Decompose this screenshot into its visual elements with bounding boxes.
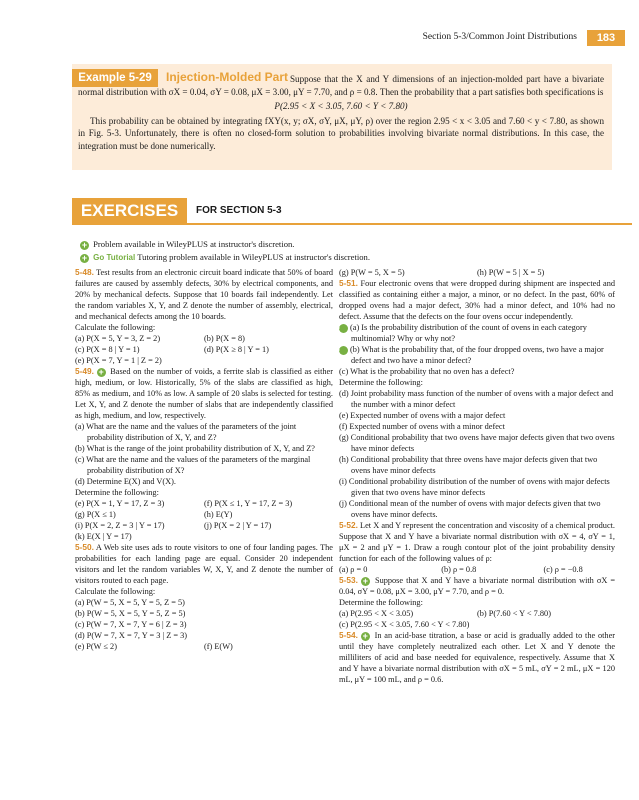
- plus-icon: +: [98, 367, 104, 377]
- exercise-number: 5-54.: [339, 630, 358, 640]
- exercise-number: 5-50.: [75, 542, 94, 552]
- part: (b) P(7.60 < Y < 7.80): [477, 609, 551, 618]
- page-number: 183: [587, 30, 625, 46]
- part: (b) ρ = 0.8: [441, 565, 477, 574]
- exercise-text: Let X and Y represent the concentration and viscosity of a chemical product. Suppose that X and Y have a bivariate normal distribution with σX = 4, σY = 1, μX = 2 and μY = 1. Draw a rough contour plot of the joint probability density function for each of the following values of ρ:: [339, 521, 616, 563]
- exercise-number: 5-52.: [339, 520, 358, 530]
- part: (h) E(Y): [204, 510, 233, 519]
- part: (c) ρ = −0.8: [543, 565, 583, 574]
- part: [334, 322, 615, 344]
- left-column: [75, 267, 333, 652]
- exercises-rule: [72, 223, 632, 225]
- exercise-text: In an acid-base titration, a base or acid is gradually added to the other until they have completely neutralized each other. Let X and Y denote the milliliters of acid and base needed for equivalence, respectively. Assume that X and Y have a bivariate normal distribution with σX = 5 mL, σY = 2 mL, μX = 120 mL, μY = 100 mL, and ρ = 0.6.: [339, 631, 616, 684]
- plus-icon: +: [81, 240, 88, 250]
- part-text: (a) Is the probability distribution of the count of ovens in each category multinomial? Why or why not?: [350, 323, 587, 343]
- part: (a) P(2.95 < X < 3.05): [339, 609, 414, 618]
- right-column: [334, 267, 616, 685]
- instruction: Calculate the following:: [75, 323, 156, 332]
- legend-plus-text: Problem available in WileyPLUS at instructor's discretion.: [93, 239, 295, 249]
- part: [334, 344, 615, 366]
- instruction: Determine the following:: [339, 598, 423, 607]
- parts-row: [339, 608, 615, 619]
- part: (e) P(X = 7, Y = 1 | Z = 2): [75, 356, 162, 365]
- part: (e) Expected number of ovens with a major defect: [339, 411, 506, 420]
- exercise-text: Four electronic ovens that were dropped during shipment are inspected and classified as containing either a major, a minor, or no defect. In the past, 60% of dropped ovens had a major defect, 30% had a minor defect, and 10% had no defect. Assume that the defects on the four ovens occur independently.: [339, 279, 616, 321]
- parts-row: [339, 267, 615, 278]
- part: (c) What is the probability that no oven has a defect?: [339, 367, 515, 376]
- exercise-number: 5-53.: [339, 575, 358, 585]
- exercise-number: 5-48.: [75, 267, 94, 277]
- exercise-text: Test results from an electronic circuit board indicate that 50% of board failures are caused by assembly defects, 30% by electrical components, and 20% by mechanical defects. Suppose that 10 boards fail independently. Let the random variables X, Y, and Z denote the number of assembly, electrical, and mechanical defects among the 10 boards.: [75, 268, 333, 321]
- part: (c) P(W = 7, X = 7, Y = 6 | Z = 3): [75, 620, 187, 629]
- exercise-5-48: [75, 267, 333, 322]
- example-box: [72, 64, 612, 170]
- instruction: Determine the following:: [339, 378, 423, 387]
- legend-goto-text: Tutoring problem available in WileyPLUS at instructor's discretion.: [137, 252, 370, 262]
- part: (a) ρ = 0: [339, 565, 368, 574]
- exercise-5-50: [75, 542, 333, 586]
- parts-row: [75, 520, 333, 531]
- part: (i) P(X = 2, Z = 3 | Y = 17): [75, 521, 165, 530]
- plus-icon: +: [362, 631, 368, 641]
- legend-plus-line: [80, 238, 370, 251]
- part: (c) P(2.95 < X < 3.05, 7.60 < Y < 7.80): [339, 620, 470, 629]
- example-label: Example 5-29: [72, 69, 158, 87]
- running-head: Section 5-3/Common Joint Distributions: [422, 32, 577, 42]
- parts-row: [75, 344, 333, 355]
- exercise-number: 5-49.: [75, 366, 94, 376]
- exercise-text: Suppose that X and Y have a bivariate normal distribution with σX = 0.04, σY = 0.08, μX = 3.00, μY = 7.70, and ρ = 0.: [339, 576, 615, 596]
- exercises-subheading: FOR SECTION 5-3: [196, 205, 282, 216]
- part: (f) P(X ≤ 1, Y = 17, Z = 3): [204, 499, 293, 508]
- part: (b) P(X = 8): [204, 334, 245, 343]
- part: (e) P(X = 1, Y = 17, Z = 3): [75, 499, 165, 508]
- part: (j) Conditional mean of the number of ovens with major defects given that two ovens have minor defects.: [339, 499, 601, 519]
- part: (h) P(W = 5 | X = 5): [477, 268, 545, 277]
- plus-icon: +: [339, 346, 348, 355]
- plus-icon: +: [362, 576, 369, 586]
- part-text: (b) What is the probability that, of the four dropped ovens, two have a major defect and two have a minor defect?: [350, 345, 604, 365]
- part: (c) P(X = 8 | Y = 1): [75, 345, 140, 354]
- example-title: Injection-Molded Part: [166, 70, 289, 84]
- part: (g) P(X ≤ 1): [75, 510, 116, 519]
- part: (e) P(W ≤ 2): [75, 642, 117, 651]
- exercise-text: A Web site uses ads to route visitors to one of four landing pages. The probabilities for each landing page are equal. Consider 20 independent visitors and let the random variables W, X, Y, and Z denote the number of visitors routed to each page.: [75, 543, 333, 585]
- parts-row: [75, 641, 333, 652]
- example-intro: Suppose that the X and Y dimensions of an injection-molded part have a bivariate normal distribution with σX = 0.04, σY = 0.08, μX = 3.00, μY = 7.70, and ρ = 0.8. Then the probability that a part satisfies both specifications is: [78, 74, 604, 97]
- part: (g) P(W = 5, X = 5): [339, 268, 405, 277]
- exercises-heading: EXERCISES: [72, 198, 187, 224]
- page-header: [0, 30, 639, 48]
- exercise-5-54: [339, 630, 615, 685]
- exercise-text: Based on the number of voids, a ferrite slab is classified as either high, medium, or low. Historically, 5% of the slabs are classified as high, 85% as medium, and 10% as low. A sample of 20 slabs is selected for testing. Let X, Y, and Z denote the number of slabs that are independently classified as high, medium, and low, respectively.: [75, 367, 334, 420]
- parts-row: [75, 333, 333, 344]
- part: (c) What are the name and the values of the parameters of the marginal probability distribution of X?: [75, 455, 311, 475]
- exercise-5-53: [339, 575, 615, 597]
- part: (k) E(X | Y = 17): [75, 532, 132, 541]
- exercise-5-49: [75, 366, 333, 421]
- legend-goto-line: [80, 251, 370, 264]
- part: (b) What is the range of the joint probability distribution of X, Y, and Z?: [75, 444, 315, 453]
- instruction: Determine the following:: [75, 488, 159, 497]
- exercise-5-51: [339, 278, 615, 322]
- part: (d) P(W = 7, X = 7, Y = 3 | Z = 3): [75, 631, 188, 640]
- part: (d) P(X ≥ 8 | Y = 1): [204, 345, 269, 354]
- example-equation: P(2.95 < X < 3.05, 7.60 < Y < 7.80): [274, 101, 408, 112]
- go-tutorial-label: Go Tutorial: [93, 253, 136, 262]
- instruction: Calculate the following:: [75, 587, 156, 596]
- part: (a) What are the name and the values of the parameters of the joint probability distribution of X, Y, and Z?: [75, 422, 297, 442]
- parts-row: [75, 509, 333, 520]
- plus-icon: +: [339, 324, 348, 333]
- plus-icon: +: [81, 253, 88, 263]
- part: (h) Conditional probability that three ovens have major defects given that two ovens have minor defects: [339, 455, 598, 475]
- part: (f) E(W): [204, 642, 233, 651]
- part: (d) Determine E(X) and V(X).: [75, 477, 176, 486]
- parts-row: [339, 564, 615, 575]
- part: (j) P(X = 2 | Y = 17): [204, 521, 272, 530]
- part: (i) Conditional probability distribution of the number of ovens with major defects given that two ovens have minor defects: [339, 477, 610, 497]
- part: (d) Joint probability mass function of the number of ovens with a major defect and the number with a minor defect: [339, 389, 614, 409]
- part: (a) P(W = 5, X = 5, Y = 5, Z = 5): [75, 598, 185, 607]
- part: (b) P(W = 5, X = 5, Y = 5, Z = 5): [75, 609, 186, 618]
- example-paragraph: This probability can be obtained by integrating fXY(x, y; σX, σY, μX, μY, ρ) over the region 2.95 < x < 3.05 and 7.60 < y < 7.80, as shown in Fig. 5-3. Unfortunately, there is often no closed-form solution to probabilities involving bivariate normal distributions. In this case, the integration must be done numerically.: [78, 115, 604, 151]
- exercise-legend: [80, 238, 370, 264]
- parts-row: [75, 498, 333, 509]
- exercise-5-52: [339, 520, 615, 564]
- exercise-number: 5-51.: [339, 278, 358, 288]
- part: (a) P(X = 5, Y = 3, Z = 2): [75, 334, 161, 343]
- part: (f) Expected number of ovens with a minor defect: [339, 422, 505, 431]
- part: (g) Conditional probability that two ovens have major defects given that two ovens have minor defects: [339, 433, 615, 453]
